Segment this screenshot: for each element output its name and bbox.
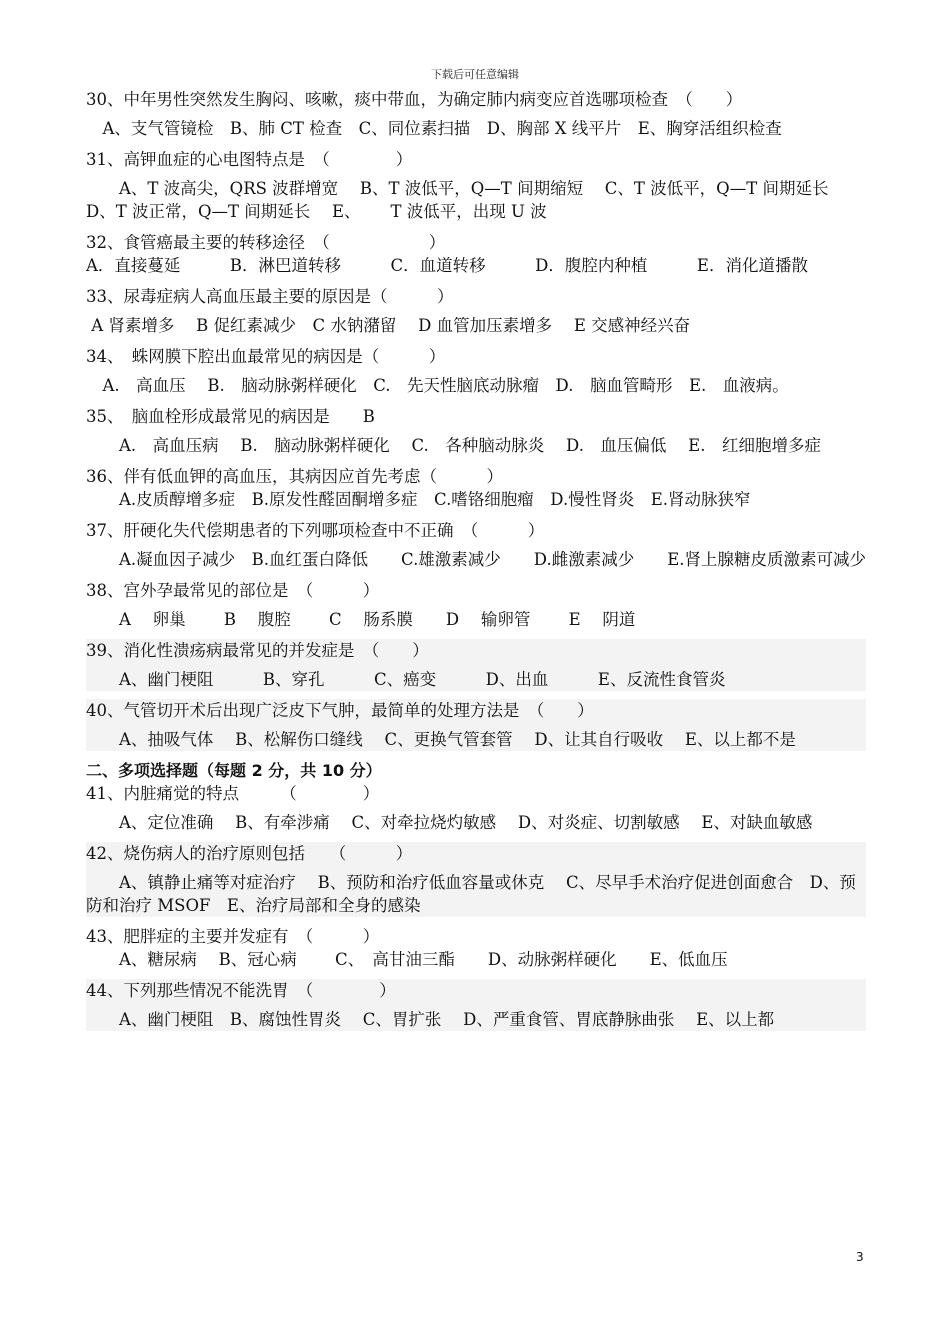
question-options: A、幽门梗阻 B、穿孔 C、癌变 D、出血 E、反流性食管炎 bbox=[86, 670, 726, 689]
question-options: A.凝血因子减少 B.血红蛋白降低 C.雄激素减少 D.雌激素减少 E.肾上腺糖皮质激素可减少 bbox=[86, 550, 866, 569]
question-options: A.皮质醇增多症 B.原发性醛固酮增多症 C.嗜铬细胞瘤 D.慢性肾炎 E.肾动脉狭窄 bbox=[86, 490, 751, 509]
question-options: A、糖尿病 B、冠心病 C、 高甘油三酯 D、动脉粥样硬化 E、低血压 bbox=[86, 950, 728, 969]
question-32 bbox=[86, 231, 866, 277]
question-43 bbox=[86, 925, 866, 971]
question-title: 35、 脑血栓形成最常见的病因是 B bbox=[86, 407, 375, 426]
section-title: 二、多项选择题（每题 2 分，共 10 分） bbox=[86, 761, 382, 780]
question-34 bbox=[86, 345, 866, 397]
question-title: 37、肝硬化失代偿期患者的下列哪项检查中不正确 （ ） bbox=[86, 521, 545, 540]
page-number: 3 bbox=[856, 1250, 864, 1264]
question-title: 43、肥胖症的主要并发症有 （ ） bbox=[86, 927, 380, 946]
question-options: A. 高血压病 B. 脑动脉粥样硬化 C. 各种脑动脉炎 D. 血压偏低 E. 红细胞增多症 bbox=[86, 436, 821, 455]
question-options: A、幽门梗阻 B、腐蚀性胃炎 C、胃扩张 D、严重食管、胃底静脉曲张 E、以上都 bbox=[86, 1010, 775, 1029]
question-30 bbox=[86, 88, 866, 140]
question-options: A、支气管镜检 B、肺 CT 检查 C、同位素扫描 D、胸部 X 线平片 E、胸穿活组织检查 bbox=[86, 119, 782, 138]
question-41 bbox=[86, 782, 866, 834]
question-options: A、抽吸气体 B、松解伤口缝线 C、更换气管套管 D、让其自行吸收 E、以上都不是 bbox=[86, 730, 796, 749]
question-title: 44、下列那些情况不能洗胃 （ ） bbox=[86, 981, 396, 1000]
question-40 bbox=[86, 699, 866, 751]
question-options: A 卵巢 B 腹腔 C 肠系膜 D 输卵管 E 阴道 bbox=[86, 610, 636, 629]
question-title: 34、 蛛网膜下腔出血最常见的病因是（ ） bbox=[86, 347, 446, 366]
question-42 bbox=[86, 842, 866, 917]
question-39 bbox=[86, 639, 866, 691]
question-options: A 肾素增多 B 促红素减少 C 水钠潴留 D 血管加压素增多 E 交感神经兴奋 bbox=[86, 316, 691, 335]
question-36 bbox=[86, 465, 866, 511]
question-title: 30、中年男性突然发生胸闷、咳嗽，痰中带血，为确定肺内病变应首选哪项检查 （ ） bbox=[86, 90, 743, 109]
question-37 bbox=[86, 519, 866, 571]
question-title: 36、伴有低血钾的高血压，其病因应首先考虑（ ） bbox=[86, 467, 503, 486]
question-title: 40、气管切开术后出现广泛皮下气肿，最简单的处理方法是 （ ） bbox=[86, 701, 594, 720]
question-title: 39、消化性溃疡病最常见的并发症是 （ ） bbox=[86, 641, 429, 660]
question-31 bbox=[86, 148, 866, 223]
question-title: 38、宫外孕最常见的部位是 （ ） bbox=[86, 581, 380, 600]
question-35 bbox=[86, 405, 866, 457]
question-title: 42、烧伤病人的治疗原则包括 （ ） bbox=[86, 844, 413, 863]
question-title: 41、内脏痛觉的特点 （ ） bbox=[86, 784, 380, 803]
question-44 bbox=[86, 979, 866, 1031]
question-list bbox=[86, 88, 866, 1039]
question-options: A、镇静止痛等对症治疗 B、预防和治疗低血容量或休克 C、尽早手术治疗促进创面愈合 D、预防和治疗 MSOF E、治疗局部和全身的感染 bbox=[86, 873, 856, 915]
page-header: 下载后可任意编辑 bbox=[431, 68, 519, 81]
question-options: A．直接蔓延 B．淋巴道转移 C．血道转移 D．腹腔内种植 E．消化道播散 bbox=[86, 256, 808, 275]
question-title: 31、高钾血症的心电图特点是 （ ） bbox=[86, 150, 413, 169]
question-options: A、定位准确 B、有牵涉痛 C、对牵拉烧灼敏感 D、对炎症、切割敏感 E、对缺血敏感 bbox=[86, 813, 813, 832]
question-options: A. 高血压 B. 脑动脉粥样硬化 C. 先天性脑底动脉瘤 D. 脑血管畸形 E. 血液病。 bbox=[86, 376, 789, 395]
question-title: 32、食管癌最主要的转移途径 （ ） bbox=[86, 233, 446, 252]
question-38 bbox=[86, 579, 866, 631]
question-title: 33、尿毒症病人高血压最主要的原因是（ ） bbox=[86, 287, 454, 306]
question-options: A、T 波高尖，QRS 波群增宽 B、T 波低平，Q—T 间期缩短 C、T 波低平，Q—T 间期延长 D、T 波正常，Q—T 间期延长 E、 T 波低平，出现 U 波 bbox=[86, 179, 851, 221]
question-33 bbox=[86, 285, 866, 337]
